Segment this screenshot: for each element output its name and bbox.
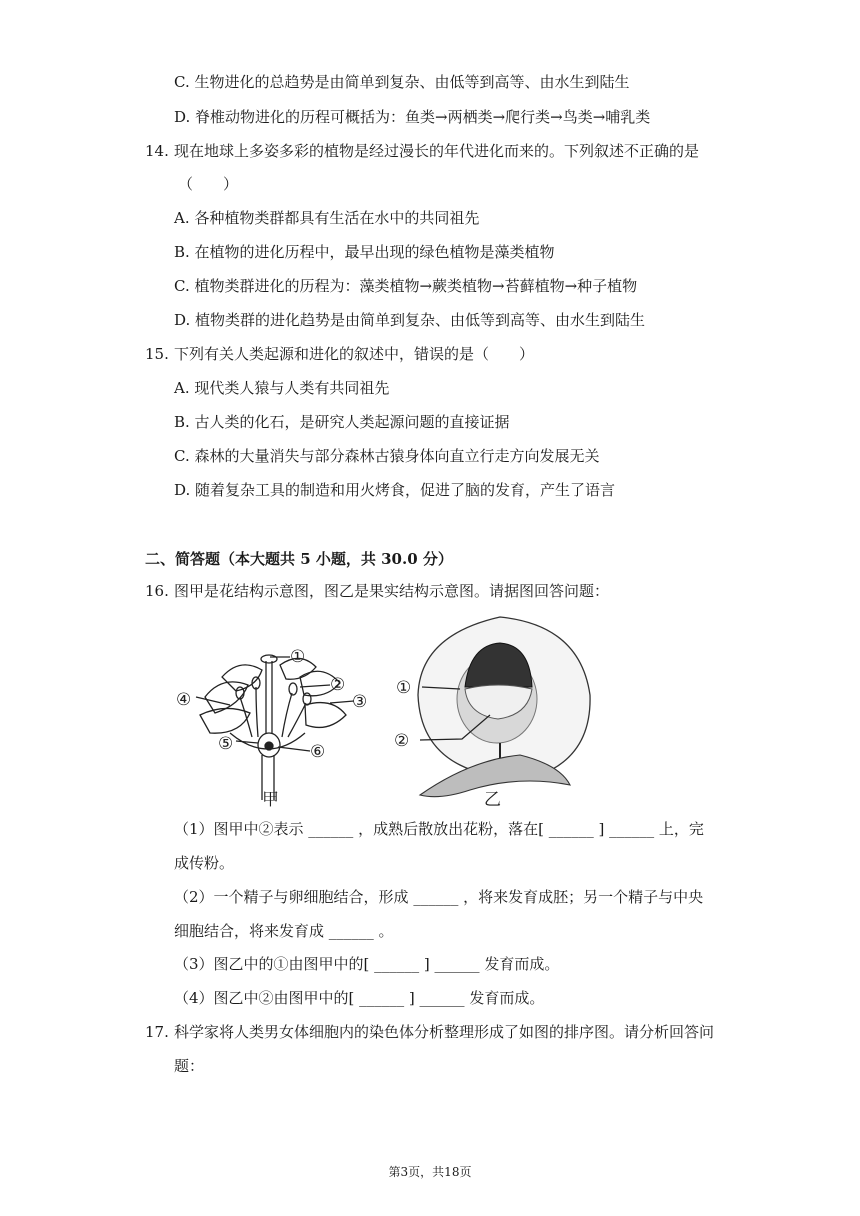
section-heading: 二、简答题（本大题共 5 小题，共 30.0 分） [145, 550, 453, 568]
flower-marker-5: ⑤ [218, 734, 234, 754]
figure-label-yi: 乙 [484, 790, 501, 810]
q13-option-c: C. 生物进化的总趋势是由简单到复杂、由低等到高等、由水生到陆生 [174, 73, 630, 91]
flower-marker-1: ① [290, 647, 306, 667]
q16-sub2-line2: 细胞结合，将来发育成 ______ 。 [174, 922, 394, 940]
fruit-marker-2: ② [394, 731, 410, 751]
q14-number: 14. [145, 142, 169, 160]
page-footer: 第3页，共18页 [388, 1165, 472, 1179]
q15-stem: 下列有关人类起源和进化的叙述中，错误的是（ ） [174, 345, 535, 363]
flower-marker-6: ⑥ [310, 742, 326, 762]
figure-label-jia: 甲 [262, 790, 279, 810]
flower-marker-3: ③ [352, 692, 368, 712]
q17-number: 17. [145, 1023, 169, 1041]
q14-answer-paren: （ ） [178, 175, 239, 193]
q16-number: 16. [145, 582, 169, 600]
q14-option-d: D. 植物类群的进化趋势是由简单到复杂、由低等到高等、由水生到陆生 [174, 311, 646, 329]
q17-stem-line1: 科学家将人类男女体细胞内的染色体分析整理形成了如图的排序图。请分析回答问 [174, 1023, 715, 1041]
flower-marker-2: ② [330, 675, 346, 695]
q16-sub1-line1: （1）图甲中②表示 ______ ，成熟后散放出花粉，落在[ ______ ] ______ 上，完 [174, 820, 704, 838]
q16-sub4: （4）图乙中②由图甲中的[ ______ ] ______ 发育而成。 [174, 989, 545, 1007]
q17-stem-line2: 题： [174, 1057, 205, 1075]
q14-option-b: B. 在植物的进化历程中，最早出现的绿色植物是藻类植物 [174, 243, 555, 261]
q15-option-c: C. 森林的大量消失与部分森林古猿身体向直立行走方向发展无关 [174, 447, 600, 465]
flower-marker-4: ④ [176, 690, 192, 710]
q16-figure [0, 615, 860, 815]
q14-option-c: C. 植物类群进化的历程为：藻类植物→蕨类植物→苔藓植物→种子植物 [174, 277, 638, 295]
q15-option-b: B. 古人类的化石，是研究人类起源问题的直接证据 [174, 413, 510, 431]
q16-stem: 图甲是花结构示意图，图乙是果实结构示意图。请据图回答问题： [174, 582, 610, 600]
q14-stem: 现在地球上多姿多彩的植物是经过漫长的年代进化而来的。下列叙述不正确的是 [174, 142, 700, 160]
q16-sub1-line2: 成传粉。 [174, 854, 235, 872]
q15-option-a: A. 现代类人猿与人类有共同祖先 [174, 379, 390, 397]
q15-number: 15. [145, 345, 169, 363]
q16-sub2-line1: （2）一个精子与卵细胞结合，形成 ______ ，将来发育成胚；另一个精子与中央 [174, 888, 704, 906]
q13-option-d: D. 脊椎动物进化的历程可概括为：鱼类→两栖类→爬行类→鸟类→哺乳类 [174, 108, 651, 126]
q15-option-d: D. 随着复杂工具的制造和用火烤食，促进了脑的发育，产生了语言 [174, 481, 616, 499]
fruit-diagram [418, 617, 590, 797]
fruit-marker-1: ① [396, 678, 412, 698]
fruit-markers [394, 678, 411, 751]
q16-sub3: （3）图乙中的①由图甲中的[ ______ ] ______ 发育而成。 [174, 955, 560, 973]
q14-option-a: A. 各种植物类群都具有生活在水中的共同祖先 [174, 209, 480, 227]
